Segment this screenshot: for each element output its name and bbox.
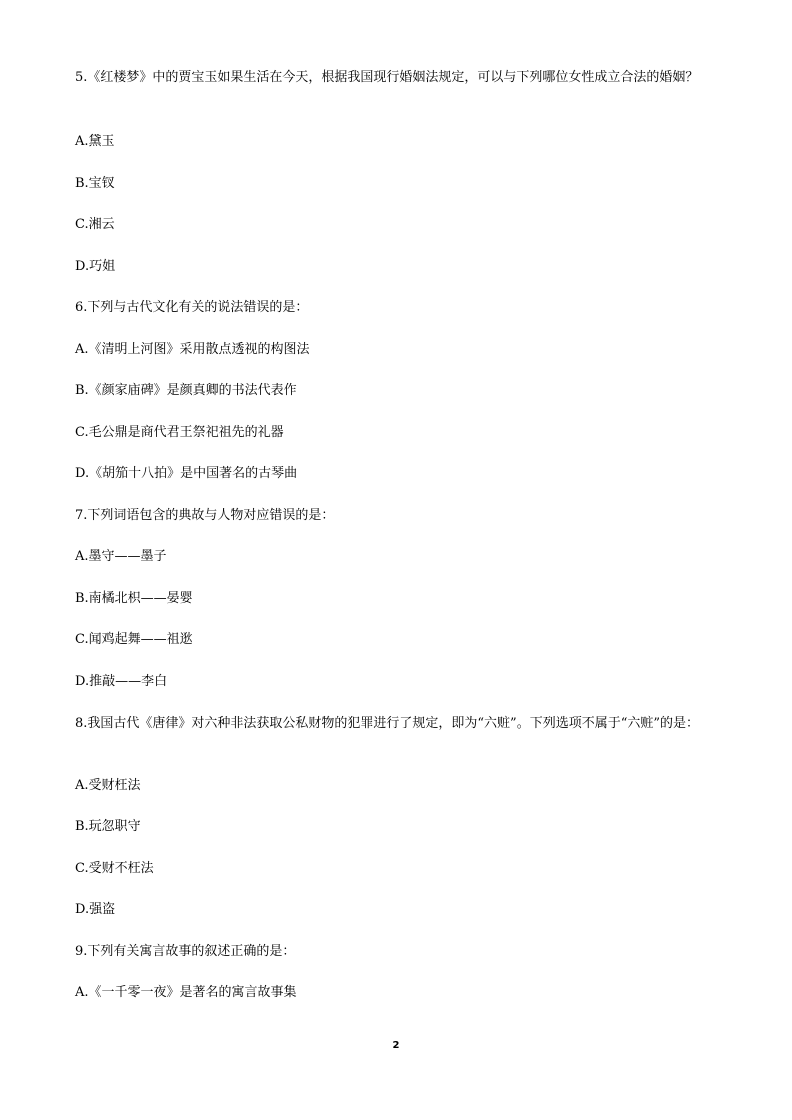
question-8-option-c: C.受财不枉法: [75, 861, 154, 876]
question-6-stem: 6.下列与古代文化有关的说法错误的是：: [75, 300, 309, 315]
question-5-option-d: D.巧姐: [75, 259, 116, 274]
question-8-stem: 8.我国古代《唐律》对六种非法获取公私财物的犯罪进行了规定，即为“六赃”。下列选项不属于“六赃”的是：: [75, 716, 699, 731]
question-5-stem: 5.《红楼梦》中的贾宝玉如果生活在今天，根据我国现行婚姻法规定，可以与下列哪位女性成立合法的婚姻？: [75, 70, 699, 85]
question-8-option-a: A.受财枉法: [75, 778, 141, 793]
question-6-option-c: C.毛公鼎是商代君王祭祀祖先的礼器: [75, 425, 284, 440]
question-7-option-b: B.南橘北枳——晏婴: [75, 591, 193, 606]
question-7-stem: 7.下列词语包含的典故与人物对应错误的是：: [75, 508, 335, 523]
question-7-option-d: D.推敲——李白: [75, 674, 168, 689]
question-6-option-b: B.《颜家庙碑》是颜真卿的书法代表作: [75, 383, 297, 398]
question-7-option-c: C.闻鸡起舞——祖逖: [75, 632, 193, 647]
page-number: 2: [392, 1040, 400, 1051]
question-6-option-a: A.《清明上河图》采用散点透视的构图法: [75, 342, 310, 357]
question-6-option-d: D.《胡笳十八拍》是中国著名的古琴曲: [75, 466, 298, 481]
question-9-stem: 9.下列有关寓言故事的叙述正确的是：: [75, 944, 296, 959]
question-9-option-a: A.《一千零一夜》是著名的寓言故事集: [75, 985, 297, 1000]
question-5-option-b: B.宝钗: [75, 176, 115, 191]
question-7-option-a: A.墨守——墨子: [75, 549, 167, 564]
question-8-option-d: D.强盗: [75, 902, 116, 917]
question-5-option-a: A.黛玉: [75, 134, 115, 149]
question-8-option-b: B.玩忽职守: [75, 819, 141, 834]
question-5-option-c: C.湘云: [75, 217, 115, 232]
